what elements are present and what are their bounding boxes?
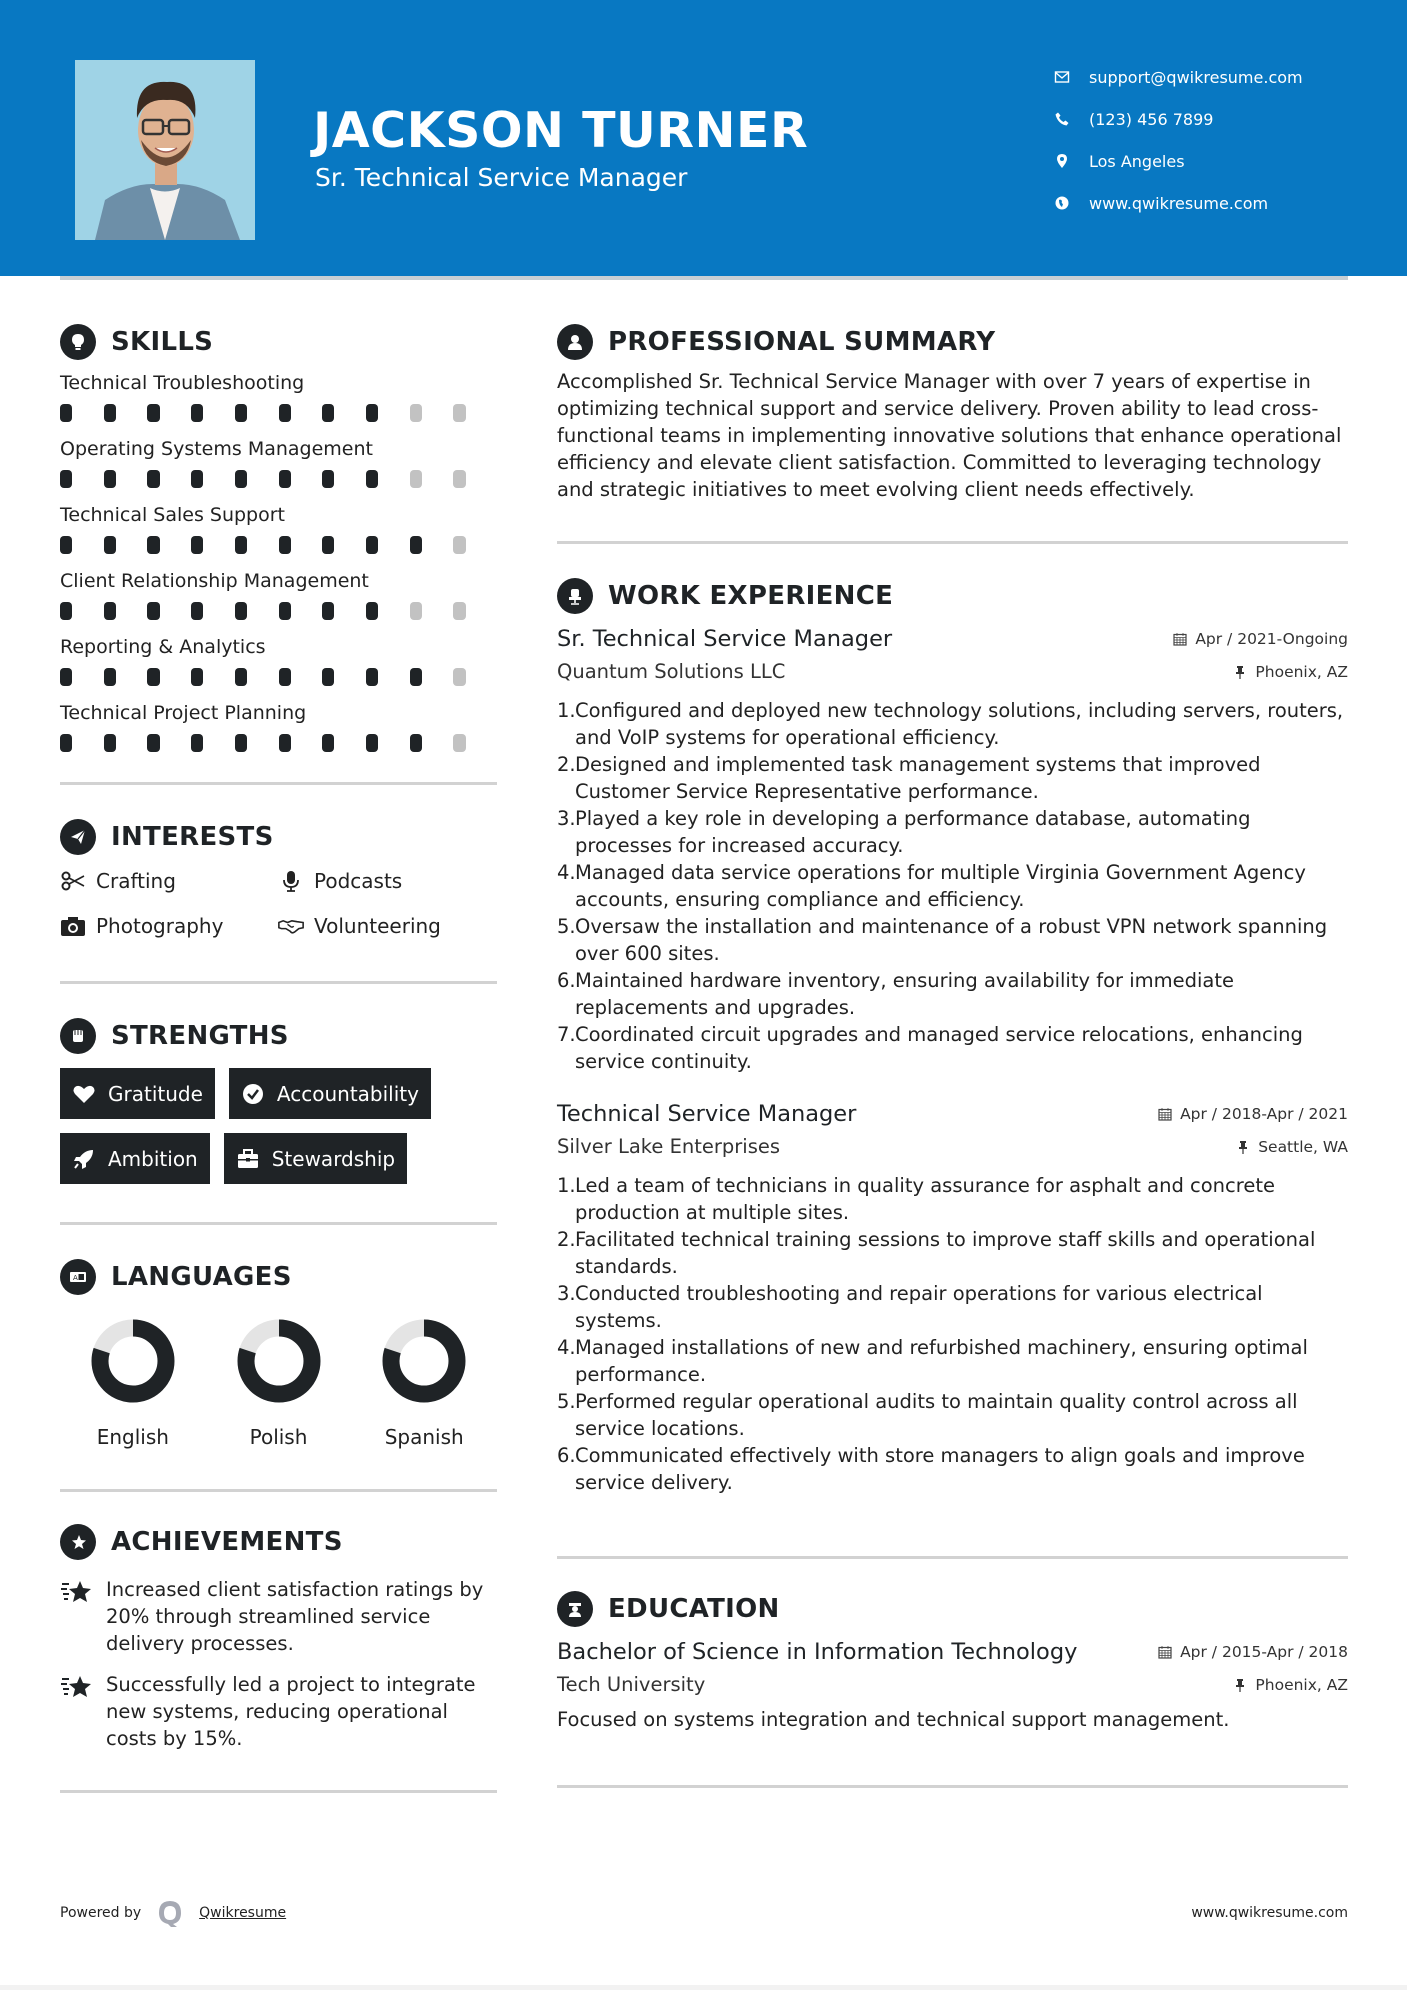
contact-location-text: Los Angeles <box>1089 151 1185 171</box>
skill-rating <box>60 726 497 760</box>
right-column <box>557 320 1348 1788</box>
powered-by <box>60 1898 286 1928</box>
rating-dot-filled <box>235 668 247 686</box>
proficiency-donut <box>91 1319 175 1403</box>
job-header <box>557 626 1348 652</box>
bullet-number: 3. <box>557 807 576 830</box>
interests-heading <box>60 815 497 859</box>
rating-dot-filled <box>147 602 159 620</box>
job-subheader <box>557 660 1348 683</box>
language-item <box>206 1319 352 1449</box>
job-entry <box>557 1101 1348 1496</box>
experience-heading <box>557 574 1348 618</box>
rating-dot-filled <box>366 536 378 554</box>
experience-title: WORK EXPERIENCE <box>608 581 894 611</box>
rating-dot-filled <box>235 734 247 752</box>
education-section <box>557 1587 1348 1733</box>
rating-dot-filled <box>410 668 422 686</box>
powered-by-label: Powered by <box>60 1905 142 1921</box>
education-location-text: Phoenix, AZ <box>1255 1675 1348 1694</box>
briefcase-icon <box>236 1147 260 1171</box>
rating-dot-filled <box>104 536 116 554</box>
contact-list <box>1054 56 1303 224</box>
proficiency-donut <box>237 1319 321 1403</box>
pushpin-icon <box>1236 1140 1250 1154</box>
rating-dot-filled <box>322 536 334 554</box>
job-dates-text: Apr / 2018-Apr / 2021 <box>1180 1105 1348 1123</box>
rating-dot-filled <box>235 536 247 554</box>
interest-item <box>60 908 278 943</box>
job-dates <box>1173 630 1348 648</box>
language-name: Polish <box>249 1425 308 1449</box>
summary-title: PROFESSIONAL SUMMARY <box>608 327 996 357</box>
phone-icon <box>1054 111 1089 127</box>
rating-dot-filled <box>279 404 291 422</box>
job-bullet <box>557 1172 1348 1226</box>
section-divider <box>557 541 1348 544</box>
section-divider <box>557 1785 1348 1788</box>
achievements-section <box>60 1520 497 1752</box>
bullet-text: Conducted troubleshooting and repair operations for various electrical systems. <box>575 1282 1263 1332</box>
rating-dot-filled <box>279 470 291 488</box>
interests-list <box>60 863 497 943</box>
skill-item <box>60 436 497 496</box>
strengths-title: STRENGTHS <box>111 1021 289 1051</box>
proficiency-donut <box>382 1319 466 1403</box>
skill-item <box>60 634 497 694</box>
heart-icon <box>72 1082 96 1106</box>
camera-icon <box>60 914 86 938</box>
company-name: Quantum Solutions LLC <box>557 660 786 683</box>
bullet-number: 5. <box>557 915 576 938</box>
language-item <box>60 1319 206 1449</box>
qwikresume-link[interactable]: Qwikresume <box>199 1905 287 1921</box>
job-title: Sr. Technical Service Manager <box>557 626 893 652</box>
job-location-text: Phoenix, AZ <box>1255 662 1348 681</box>
achievements-heading <box>60 1520 497 1564</box>
bullet-number: 6. <box>557 969 576 992</box>
section-divider <box>557 1556 1348 1559</box>
skill-item <box>60 700 497 760</box>
strength-label: Stewardship <box>271 1146 396 1171</box>
job-bullet <box>557 751 1348 805</box>
rating-dot-empty <box>410 470 422 488</box>
calendar-icon <box>1158 1107 1172 1121</box>
strength-tag <box>229 1068 431 1119</box>
strengths-heading <box>60 1014 497 1058</box>
calendar-icon <box>1173 632 1187 646</box>
pushpin-icon <box>1233 1678 1247 1692</box>
job-title: Technical Service Manager <box>557 1101 857 1127</box>
left-column <box>60 320 497 1793</box>
qwikresume-logo-icon <box>155 1898 185 1928</box>
job-location <box>1236 1138 1348 1156</box>
skill-name: Operating Systems Management <box>60 438 373 460</box>
skills-section <box>60 320 497 760</box>
rating-dot-filled <box>104 404 116 422</box>
interest-item <box>278 908 488 943</box>
candidate-name: JACKSON TURNER <box>313 102 809 159</box>
bullet-number: 2. <box>557 1228 576 1251</box>
bullet-text: Facilitated technical training sessions to improve staff skills and operational standards. <box>575 1228 1316 1278</box>
rating-dot-filled <box>147 470 159 488</box>
rating-dot-filled <box>279 734 291 752</box>
languages-title: LANGUAGES <box>111 1262 292 1292</box>
microphone-icon <box>278 869 304 893</box>
bullet-number: 1. <box>557 699 576 722</box>
bullet-number: 6. <box>557 1444 576 1467</box>
interest-label: Crafting <box>96 868 176 893</box>
summary-heading <box>557 320 1348 364</box>
achievement-text: Successfully led a project to integrate new systems, reducing operational costs by 15%. <box>106 1673 476 1750</box>
page-bottom-edge <box>0 1985 1407 1990</box>
degree-name: Bachelor of Science in Information Technology <box>557 1639 1078 1665</box>
section-divider <box>60 1489 497 1492</box>
bullet-number: 2. <box>557 753 576 776</box>
job-location <box>1233 663 1348 681</box>
section-divider <box>60 1222 497 1225</box>
strength-tag <box>60 1068 215 1119</box>
rating-dot-filled <box>410 734 422 752</box>
skill-item <box>60 370 497 430</box>
rating-dot-filled <box>104 668 116 686</box>
rating-dot-filled <box>104 734 116 752</box>
job-entry <box>557 626 1348 1075</box>
fist-icon <box>60 1018 96 1054</box>
rating-dot-filled <box>410 536 422 554</box>
job-location-text: Seattle, WA <box>1258 1137 1348 1156</box>
rating-dot-empty <box>410 602 422 620</box>
scissors-icon <box>60 869 86 893</box>
job-dates <box>1158 1105 1348 1123</box>
handshake-icon <box>278 914 304 938</box>
skill-name: Technical Sales Support <box>60 504 286 526</box>
rating-dot-empty <box>453 536 465 554</box>
rating-dot-filled <box>366 470 378 488</box>
interest-label: Photography <box>96 913 224 938</box>
rating-dot-filled <box>235 404 247 422</box>
job-bullet <box>557 859 1348 913</box>
job-bullet <box>557 1226 1348 1280</box>
bullet-text: Played a key role in developing a performance database, automating processes for increased accuracy. <box>575 807 1251 857</box>
language-item <box>351 1319 497 1449</box>
rating-dot-filled <box>322 734 334 752</box>
achievement-item <box>60 1671 497 1752</box>
profile-photo-illustration <box>75 60 255 240</box>
rocket-icon <box>72 1147 96 1171</box>
footer <box>60 1898 1348 1928</box>
summary-section <box>557 320 1348 503</box>
svg-text:A: A <box>73 1274 78 1282</box>
language-name: English <box>96 1425 169 1449</box>
education-dates <box>1158 1643 1348 1661</box>
check-circle-icon <box>241 1082 265 1106</box>
rating-dot-empty <box>410 404 422 422</box>
bullet-text: Coordinated circuit upgrades and managed service relocations, enhancing service continuity. <box>575 1023 1303 1073</box>
rating-dot-empty <box>453 602 465 620</box>
job-bullets <box>557 1172 1348 1496</box>
rating-dot-filled <box>104 602 116 620</box>
interest-label: Volunteering <box>314 913 441 938</box>
job-bullet <box>557 697 1348 751</box>
rating-dot-filled <box>279 668 291 686</box>
rating-dot-filled <box>147 734 159 752</box>
strength-tag <box>224 1133 407 1184</box>
calendar-icon <box>1158 1645 1172 1659</box>
rating-dot-filled <box>322 602 334 620</box>
rating-dot-filled <box>279 602 291 620</box>
rating-dot-filled <box>60 602 72 620</box>
rating-dot-empty <box>453 668 465 686</box>
section-divider <box>60 1790 497 1793</box>
rating-dot-filled <box>147 668 159 686</box>
company-name: Silver Lake Enterprises <box>557 1135 781 1158</box>
candidate-title: Sr. Technical Service Manager <box>315 163 688 192</box>
experience-section <box>557 574 1348 1496</box>
rating-dot-filled <box>366 602 378 620</box>
contact-phone-text: (123) 456 7899 <box>1089 109 1214 129</box>
languages-section <box>60 1255 497 1449</box>
education-header <box>557 1639 1348 1665</box>
rating-dot-filled <box>104 470 116 488</box>
rating-dot-filled <box>60 470 72 488</box>
shooting-star-icon <box>60 1673 94 1701</box>
skill-name: Reporting & Analytics <box>60 636 266 658</box>
languages-heading <box>60 1255 497 1299</box>
job-dates-text: Apr / 2021-Ongoing <box>1195 630 1348 648</box>
skill-rating <box>60 528 497 562</box>
skill-name: Technical Project Planning <box>60 702 307 724</box>
strength-tag <box>60 1133 210 1184</box>
rating-dot-filled <box>147 404 159 422</box>
paper-plane-icon <box>60 819 96 855</box>
contact-website-text: www.qwikresume.com <box>1089 193 1269 213</box>
office-chair-icon <box>557 578 593 614</box>
skill-item <box>60 502 497 562</box>
bullet-text: Communicated effectively with store managers to align goals and improve service delivery. <box>575 1444 1305 1494</box>
map-marker-icon <box>1054 153 1089 169</box>
interest-item <box>278 863 488 898</box>
contact-website[interactable] <box>1054 182 1303 224</box>
bullet-number: 7. <box>557 1023 576 1046</box>
envelope-icon <box>1054 69 1089 85</box>
job-bullet <box>557 1280 1348 1334</box>
school-name: Tech University <box>557 1673 706 1696</box>
interests-title: INTERESTS <box>111 822 274 852</box>
strengths-list <box>60 1068 497 1198</box>
skill-rating <box>60 660 497 694</box>
skill-item <box>60 568 497 628</box>
contact-location <box>1054 140 1303 182</box>
user-icon <box>557 324 593 360</box>
profile-photo <box>75 60 255 240</box>
bullet-text: Managed installations of new and refurbished machinery, ensuring optimal performance. <box>575 1336 1308 1386</box>
job-bullet <box>557 1334 1348 1388</box>
rating-dot-filled <box>235 602 247 620</box>
languages-list <box>60 1319 497 1449</box>
strength-label: Gratitude <box>108 1081 203 1106</box>
rating-dot-filled <box>279 536 291 554</box>
contact-phone[interactable] <box>1054 98 1303 140</box>
education-heading <box>557 1587 1348 1631</box>
strength-label: Ambition <box>108 1146 198 1171</box>
job-bullet <box>557 1021 1348 1075</box>
education-location <box>1233 1676 1348 1694</box>
rating-dot-filled <box>235 470 247 488</box>
language-name: Spanish <box>384 1425 464 1449</box>
lightbulb-icon <box>60 324 96 360</box>
bullet-text: Designed and implemented task management systems that improved Customer Service Representative performance. <box>575 753 1261 803</box>
rating-dot-filled <box>366 734 378 752</box>
bullet-number: 5. <box>557 1390 576 1413</box>
rating-dot-filled <box>60 668 72 686</box>
pushpin-icon <box>1233 665 1247 679</box>
education-title: EDUCATION <box>608 1594 780 1624</box>
skill-rating <box>60 396 497 430</box>
rating-dot-filled <box>191 536 203 554</box>
summary-text: Accomplished Sr. Technical Service Manager with over 7 years of expertise in optimizing technical support and service delivery. Proven ability to lead cross-functional teams in implementing innovative solutions that enhance operational efficiency and elevate client satisfaction. Committed to leveraging technology and strategic initiatives to meet evolving client needs effectively. <box>557 370 1342 501</box>
skill-name: Technical Troubleshooting <box>60 372 305 394</box>
job-subheader <box>557 1135 1348 1158</box>
strength-label: Accountability <box>276 1081 419 1106</box>
education-dates-text: Apr / 2015-Apr / 2018 <box>1180 1643 1348 1661</box>
shooting-star-icon <box>60 1578 94 1606</box>
interest-item <box>60 863 278 898</box>
interests-section <box>60 815 497 943</box>
rating-dot-filled <box>322 404 334 422</box>
rating-dot-filled <box>60 734 72 752</box>
rating-dot-filled <box>191 602 203 620</box>
skills-list <box>60 370 497 760</box>
interest-label: Podcasts <box>314 868 403 893</box>
header-divider <box>60 276 1348 280</box>
bullet-text: Configured and deployed new technology solutions, including servers, routers, and VoIP systems for operational efficiency. <box>575 699 1344 749</box>
skill-name: Client Relationship Management <box>60 570 369 592</box>
skills-heading <box>60 320 497 364</box>
rating-dot-filled <box>366 668 378 686</box>
achievement-item <box>60 1576 497 1657</box>
rating-dot-filled <box>191 470 203 488</box>
bullet-text: Performed regular operational audits to maintain quality control across all service locations. <box>575 1390 1298 1440</box>
rating-dot-filled <box>147 536 159 554</box>
rating-dot-filled <box>322 470 334 488</box>
bullet-number: 1. <box>557 1174 576 1197</box>
bullet-number: 4. <box>557 1336 576 1359</box>
achievement-text: Increased client satisfaction ratings by 20% through streamlined service delivery processes. <box>106 1578 484 1655</box>
bullet-number: 4. <box>557 861 576 884</box>
rating-dot-filled <box>322 668 334 686</box>
section-divider <box>60 782 497 785</box>
resume-header <box>0 0 1407 276</box>
rating-dot-filled <box>366 404 378 422</box>
job-bullet <box>557 805 1348 859</box>
language-icon <box>60 1259 96 1295</box>
rating-dot-empty <box>453 404 465 422</box>
rating-dot-filled <box>191 668 203 686</box>
rating-dot-filled <box>60 536 72 554</box>
footer-website[interactable]: www.qwikresume.com <box>1191 1905 1348 1921</box>
contact-email-text: support@qwikresume.com <box>1089 67 1303 87</box>
skill-rating <box>60 594 497 628</box>
graduate-icon <box>557 1591 593 1627</box>
rating-dot-filled <box>191 734 203 752</box>
rating-dot-filled <box>60 404 72 422</box>
rating-dot-empty <box>453 470 465 488</box>
job-bullet <box>557 913 1348 967</box>
strengths-section <box>60 1014 497 1198</box>
bullet-text: Oversaw the installation and maintenance of a robust VPN network spanning over 600 sites. <box>575 915 1328 965</box>
skills-title: SKILLS <box>111 327 214 357</box>
skill-rating <box>60 462 497 496</box>
rating-dot-filled <box>191 404 203 422</box>
education-subheader <box>557 1673 1348 1696</box>
globe-icon <box>1054 195 1089 211</box>
job-header <box>557 1101 1348 1127</box>
job-bullet <box>557 967 1348 1021</box>
rating-dot-empty <box>453 734 465 752</box>
education-description: Focused on systems integration and technical support management. <box>557 1708 1230 1731</box>
achievements-title: ACHIEVEMENTS <box>111 1527 343 1557</box>
section-divider <box>60 981 497 984</box>
contact-email[interactable] <box>1054 56 1303 98</box>
bullet-text: Managed data service operations for multiple Virginia Government Agency accounts, ensuring compliance and efficiency. <box>575 861 1306 911</box>
bullet-number: 3. <box>557 1282 576 1305</box>
bullet-text: Led a team of technicians in quality assurance for asphalt and concrete production at multiple sites. <box>575 1174 1275 1224</box>
job-bullet <box>557 1388 1348 1442</box>
job-bullet <box>557 1442 1348 1496</box>
job-bullets <box>557 697 1348 1075</box>
bullet-text: Maintained hardware inventory, ensuring availability for immediate replacements and upgrades. <box>575 969 1235 1019</box>
star-badge-icon <box>60 1524 96 1560</box>
